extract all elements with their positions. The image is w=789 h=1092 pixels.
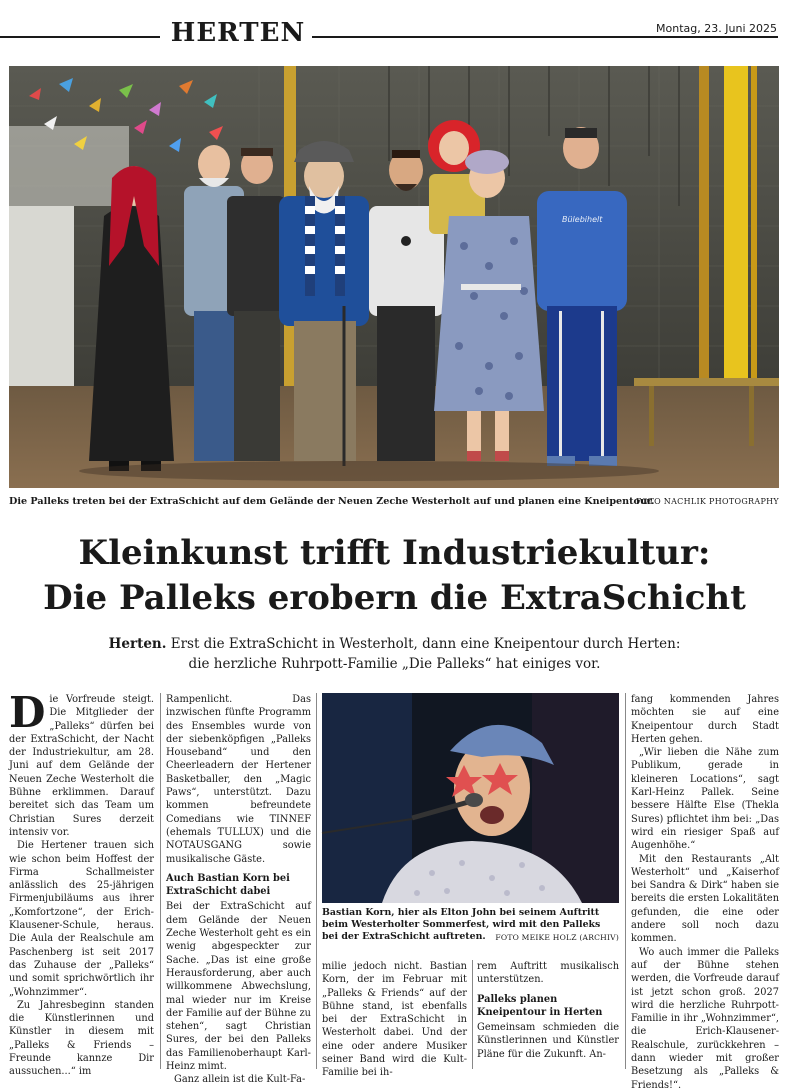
article-column-2	[166, 693, 311, 1087]
article-subheading: Auch Bastian Korn bei ExtraSchicht dabei	[166, 872, 290, 898]
column-divider	[472, 960, 473, 1069]
article-column-1	[9, 688, 154, 1079]
article-paragraph: milie jedoch nicht. Bastian Korn, der im Februar mit „Palleks & Friends“ auf der Bühne stand, ist ebenfalls bei der ExtraSchicht in Westerholt dabei. Und der eine oder andere Musiker seiner Band wird die Kult-Familie bei ih-	[322, 961, 467, 1079]
article-paragraph: Rampenlicht. Das inzwischen fünfte Programm des Ensembles wurde von der siebenköpfigen „Palleks Houseband“ und den Cheerleadern der Hertener Basketballer, den „Magic Paws“, unterstützt. Dazu kommen befreundete Comedians wie TINNEF (ehemals TULLUX) und die NOTAUSGANG sowie musikalische Gäste.	[166, 694, 311, 865]
drop-cap: D	[9, 688, 46, 737]
article-paragraph: Wo auch immer die Palleks auf der Bühne stehen werden, die Vorfreude darauf ist jetzt schon groß. 2027 wird die herzliche Ruhrpott-Familie in ihr „Wohnzimmer“, die Erich-Klausener-Realschule, zurückkehren – dann wieder mit großer Besetzung als „Palleks & Friends!“.	[631, 946, 779, 1091]
column-divider	[316, 693, 317, 1069]
issue-date: Montag, 23. Juni 2025	[650, 22, 777, 35]
article-paragraph: fang kommenden Jahres möchten sie auf eine Kneipentour durch Stadt Herten gehen.	[631, 694, 779, 745]
lead-line-2: die herzliche Ruhrpott-Familie „Die Palleks“ hat einiges vor.	[188, 656, 601, 672]
article-lead	[0, 634, 789, 674]
article-paragraph: Die Vorfreude steigt. Die Mitglieder der „Palleks“ dürfen bei der ExtraSchicht, der Nacht der Industriekultur, am 28. Juni auf dem Gelände der Neuen Zeche Westerholt die Bühne erklimmen. Darauf bereitet sich das Team um Christian Sures derzeit intensiv vor.	[9, 688, 154, 838]
lead-line-1: Erst die ExtraSchicht in Westerholt, dann eine Kneipentour durch Herten:	[166, 636, 681, 652]
article-paragraph: Gemeinsam schmieden die Künstlerinnen und Künstler Pläne für die Zukunft. An-	[477, 1022, 619, 1060]
masthead	[0, 0, 789, 56]
performer-caption-text: Bastian Korn, hier als Elton John bei seinem Auftritt beim Westerholter Sommerfest, wird mit den Palleks bei der ExtraSchicht auftreten.	[322, 907, 601, 942]
masthead-rule-right	[312, 36, 778, 38]
performer-photo	[322, 693, 619, 903]
photo-credit: FOTO NACHLIK PHOTOGRAPHY	[635, 497, 779, 506]
section-title: HERTEN	[170, 18, 306, 48]
article-column-3	[322, 960, 467, 1080]
headline-line-1: Kleinkunst trifft Industriekultur:	[78, 533, 711, 573]
article-paragraph: „Wir lieben die Nähe zum Publikum, gerade in kleineren Locations“, sagt Karl-Heinz Pallek. Seine bessere Hälfte Else (Thekla Sures) pflichtet ihm bei: „Das wird ein riesiger Spaß auf Augenhöhe.“	[631, 747, 779, 852]
column-divider	[625, 693, 626, 1069]
headline-line-2: Die Palleks erobern die ExtraSchicht	[43, 578, 746, 618]
article-paragraph: Bei der ExtraSchicht auf dem Gelände der Neuen Zeche Westerholt geht es ein wenig abgespeckter zur Sache. „Das ist eine große Herausforderung, aber auch willkommene Abwechslung, mal wieder nur im Kreise der Familie auf der Bühne zu stehen“, sagt Christian Sures, der bei den Palleks das Familienoberhaupt Karl-Heinz mimt.	[166, 901, 311, 1073]
group-photo	[9, 66, 779, 488]
performer-photo-caption	[322, 907, 619, 944]
article-headline	[0, 531, 789, 621]
article-column-4	[477, 960, 619, 1061]
article-paragraph: Die Hertener trauen sich wie schon beim Hoffest der Firma Schallmeister anlässlich des 25-jährigen Firmenjubiläums aus ihrer „Komfortzone“, der Erich-Klausener-Schule, heraus. Die Aula der Realschule am Paschenberg ist seit 2017 das Zuhause der „Palleks“ und somit sprichwörtlich ihr „Wohnzimmer“.	[9, 840, 154, 998]
article-paragraph: Ganz allein ist die Kult-Fa-	[174, 1074, 306, 1086]
article-subheading: Palleks planen Kneipentour in Herten	[477, 993, 603, 1018]
performer-photo-credit: FOTO MEIKE HOLZ (ARCHIV)	[495, 933, 619, 942]
article-paragraph: Mit den Restaurants „Alt Westerholt“ und „Kaiserhof bei Sandra & Dirk“ haben sie bereits die ersten Lokalitäten gefunden, die eine oder andere soll noch dazu kommen.	[631, 853, 779, 945]
lead-location: Herten.	[108, 636, 167, 652]
article-paragraph: rem Auftritt musikalisch unterstützen.	[477, 961, 619, 986]
article-paragraph: Zu Jahresbeginn standen die Künstlerinnen und Künstler in diesem mit „Palleks & Friends – Freunde kannze Dir aussuchen...“ im	[9, 999, 154, 1078]
photo-caption	[9, 496, 779, 512]
column-divider	[160, 693, 161, 1069]
masthead-rule-left	[0, 36, 160, 38]
photo-caption-text: Die Palleks treten bei der ExtraSchicht auf dem Gelände der Neuen Zeche Westerholt auf und planen eine Kneipentour.	[9, 496, 655, 507]
shirt-print: Bülebihelt	[562, 215, 603, 224]
article-column-5	[631, 693, 779, 1092]
